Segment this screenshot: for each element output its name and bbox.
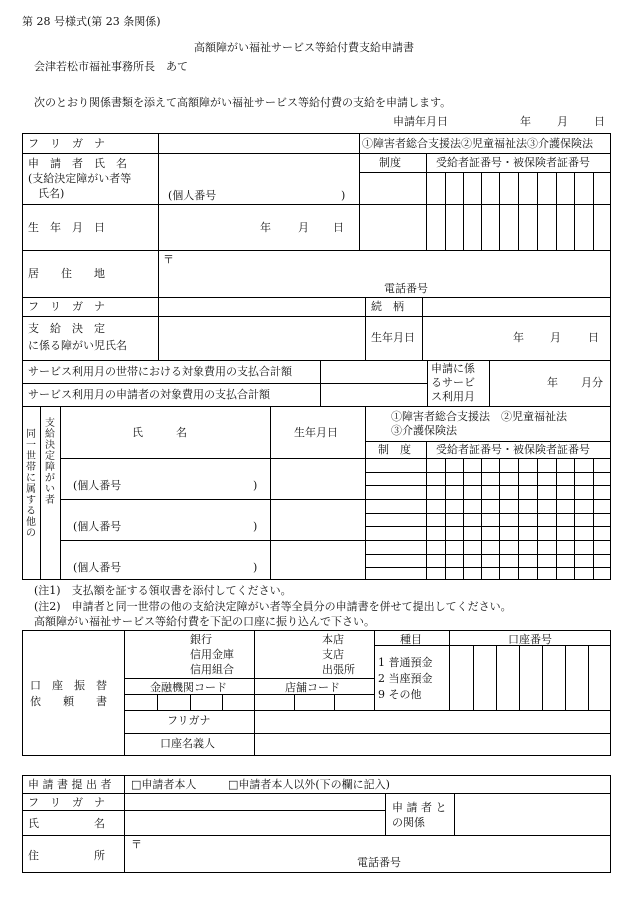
note-2: (注2) 申請者と同一世帯の他の支給決定障がい者等全員分の申請書を併せて提出してください。: [34, 600, 512, 613]
child-birth-label: 生年月日: [371, 331, 415, 344]
account-type-futsu: 1 普通預金: [378, 656, 433, 669]
applicant-jukyusha-header: 受給者証番号・被保険者証番号: [436, 156, 590, 169]
applicant-name-sub2: 氏名): [38, 187, 65, 200]
member1-kojin-label: (個人番号: [73, 479, 122, 492]
member1-kojin-close: ): [253, 479, 258, 492]
applicant-birth-day: 日: [333, 221, 344, 234]
member2-kojin-label: (個人番号: [73, 520, 122, 533]
note-1: (注1) 支払額を証する領収書を添付してください。: [34, 584, 292, 597]
service-month-year: 年: [547, 376, 558, 389]
submitter-label: 申 請 書 提 出 者: [28, 778, 112, 791]
applicant-phone-label: 電話番号: [384, 282, 428, 295]
branch-type-shucchojo: 出張所: [322, 663, 355, 676]
applicant-furigana-label: フ リ ガ ナ: [28, 137, 105, 150]
submitter-postal-mark: 〒: [131, 838, 142, 851]
applicant-name-label: 申 請 者 氏 名: [28, 157, 127, 170]
bank-type-kumiai: 信用組合: [190, 663, 234, 676]
account-type-sonota: 9 その他: [378, 688, 422, 701]
intro-text: 次のとおり関係書類を添えて高額障がい福祉サービス等給付費の支給を申請します。: [34, 96, 452, 109]
date-year: 年: [520, 115, 531, 128]
date-label: 申請年月日: [393, 115, 448, 128]
bank-label-1: 口 座 振 替: [30, 679, 107, 692]
submitter-name-label: 氏 名: [28, 817, 105, 830]
household-laws-1: ①障害者総合支援法 ②児童福祉法: [391, 410, 567, 423]
bank-type-bank: 銀行: [190, 633, 212, 646]
service-month-label: 申請に係: [431, 362, 475, 375]
submitter-relation-label-2: の関係: [392, 816, 425, 829]
submitter-phone-label: 電話番号: [357, 856, 401, 869]
household-total-label: サービス利用月の世帯における対象費用の支払合計額: [28, 365, 292, 378]
child-birth-month: 月: [550, 331, 561, 344]
member2-kojin-close: ): [253, 520, 258, 533]
child-birth-day: 日: [588, 331, 599, 344]
applicant-seido-header: 制度: [379, 156, 401, 169]
applicant-name-field[interactable]: [158, 153, 359, 188]
branch-type-honten: 本店: [322, 633, 344, 646]
submitter-option-other[interactable]: □申請者本人以外(下の欄に記入): [228, 778, 390, 791]
submitter-relation-label: 申 請 者 と: [392, 801, 447, 814]
bank-code-label: 金融機関コード: [150, 681, 227, 694]
submitter-address-label: 住 所: [28, 849, 105, 862]
child-name-label: 支 給 決 定: [28, 322, 105, 335]
postal-mark: 〒: [163, 253, 174, 266]
applicant-kojin-close: ): [341, 189, 346, 202]
submitter-furigana-label: フ リ ガ ナ: [28, 796, 105, 809]
transfer-intro: 高額障がい福祉サービス等給付費を下記の口座に振り込んで下さい。: [34, 615, 375, 628]
branch-code-label: 店舗コード: [285, 681, 340, 694]
service-month-label-2: るサービ: [431, 376, 475, 389]
account-holder-label: 口座名義人: [160, 737, 215, 750]
household-seido-header: 制 度: [378, 443, 411, 456]
date-month: 月: [557, 115, 568, 128]
child-relation-label: 続 柄: [371, 300, 404, 313]
submitter-option-self[interactable]: □申請者本人: [131, 778, 197, 791]
account-furigana-label: フリガナ: [167, 714, 211, 727]
child-furigana-label: フ リ ガ ナ: [28, 300, 105, 313]
form-number: 第 28 号様式(第 23 条関係): [22, 15, 161, 28]
account-type-toza: 2 当座預金: [378, 672, 433, 685]
applicant-laws: ①障害者総合支援法②児童福祉法③介護保険法: [362, 137, 593, 150]
household-side-inner: 支給決定障がい者: [45, 418, 55, 506]
household-name-header: 氏 名: [132, 426, 187, 439]
applicant-birth-label: 生 年 月 日: [28, 221, 105, 234]
account-number-header: 口座番号: [508, 633, 552, 646]
household-birth-header: 生年月日: [294, 426, 338, 439]
applicant-address-label: 居 住 地: [28, 267, 105, 280]
branch-type-shiten: 支店: [322, 648, 344, 661]
form-title: 高額障がい福祉サービス等給付費支給申請書: [194, 41, 414, 54]
date-day: 日: [594, 115, 605, 128]
child-birth-year: 年: [513, 331, 524, 344]
member3-kojin-label: (個人番号: [73, 561, 122, 574]
member3-kojin-close: ): [253, 561, 258, 574]
applicant-furigana-field[interactable]: [158, 133, 359, 153]
addressee: 会津若松市福祉事務所長 あて: [34, 60, 188, 73]
applicant-kojin-label: (個人番号: [168, 189, 217, 202]
child-name-label-2: に係る障がい児氏名: [28, 339, 127, 352]
account-type-header: 種目: [400, 633, 422, 646]
bank-type-shinkin: 信用金庫: [190, 648, 234, 661]
applicant-name-sub: (支給決定障がい者等: [28, 172, 132, 185]
service-month-month: 月分: [581, 376, 603, 389]
household-laws-2: ③介護保険法: [391, 424, 457, 437]
applicant-birth-month: 月: [298, 221, 309, 234]
applicant-birth-year: 年: [260, 221, 271, 234]
household-jukyusha-header: 受給者証番号・被保険者証番号: [436, 443, 590, 456]
bank-label-2: 依 頼 書: [30, 695, 107, 708]
applicant-total-label: サービス利用月の申請者の対象費用の支払合計額: [28, 388, 270, 401]
service-month-label-3: ス利用月: [431, 390, 475, 403]
household-side-outer: 同一世帯に属する他の: [26, 429, 36, 539]
